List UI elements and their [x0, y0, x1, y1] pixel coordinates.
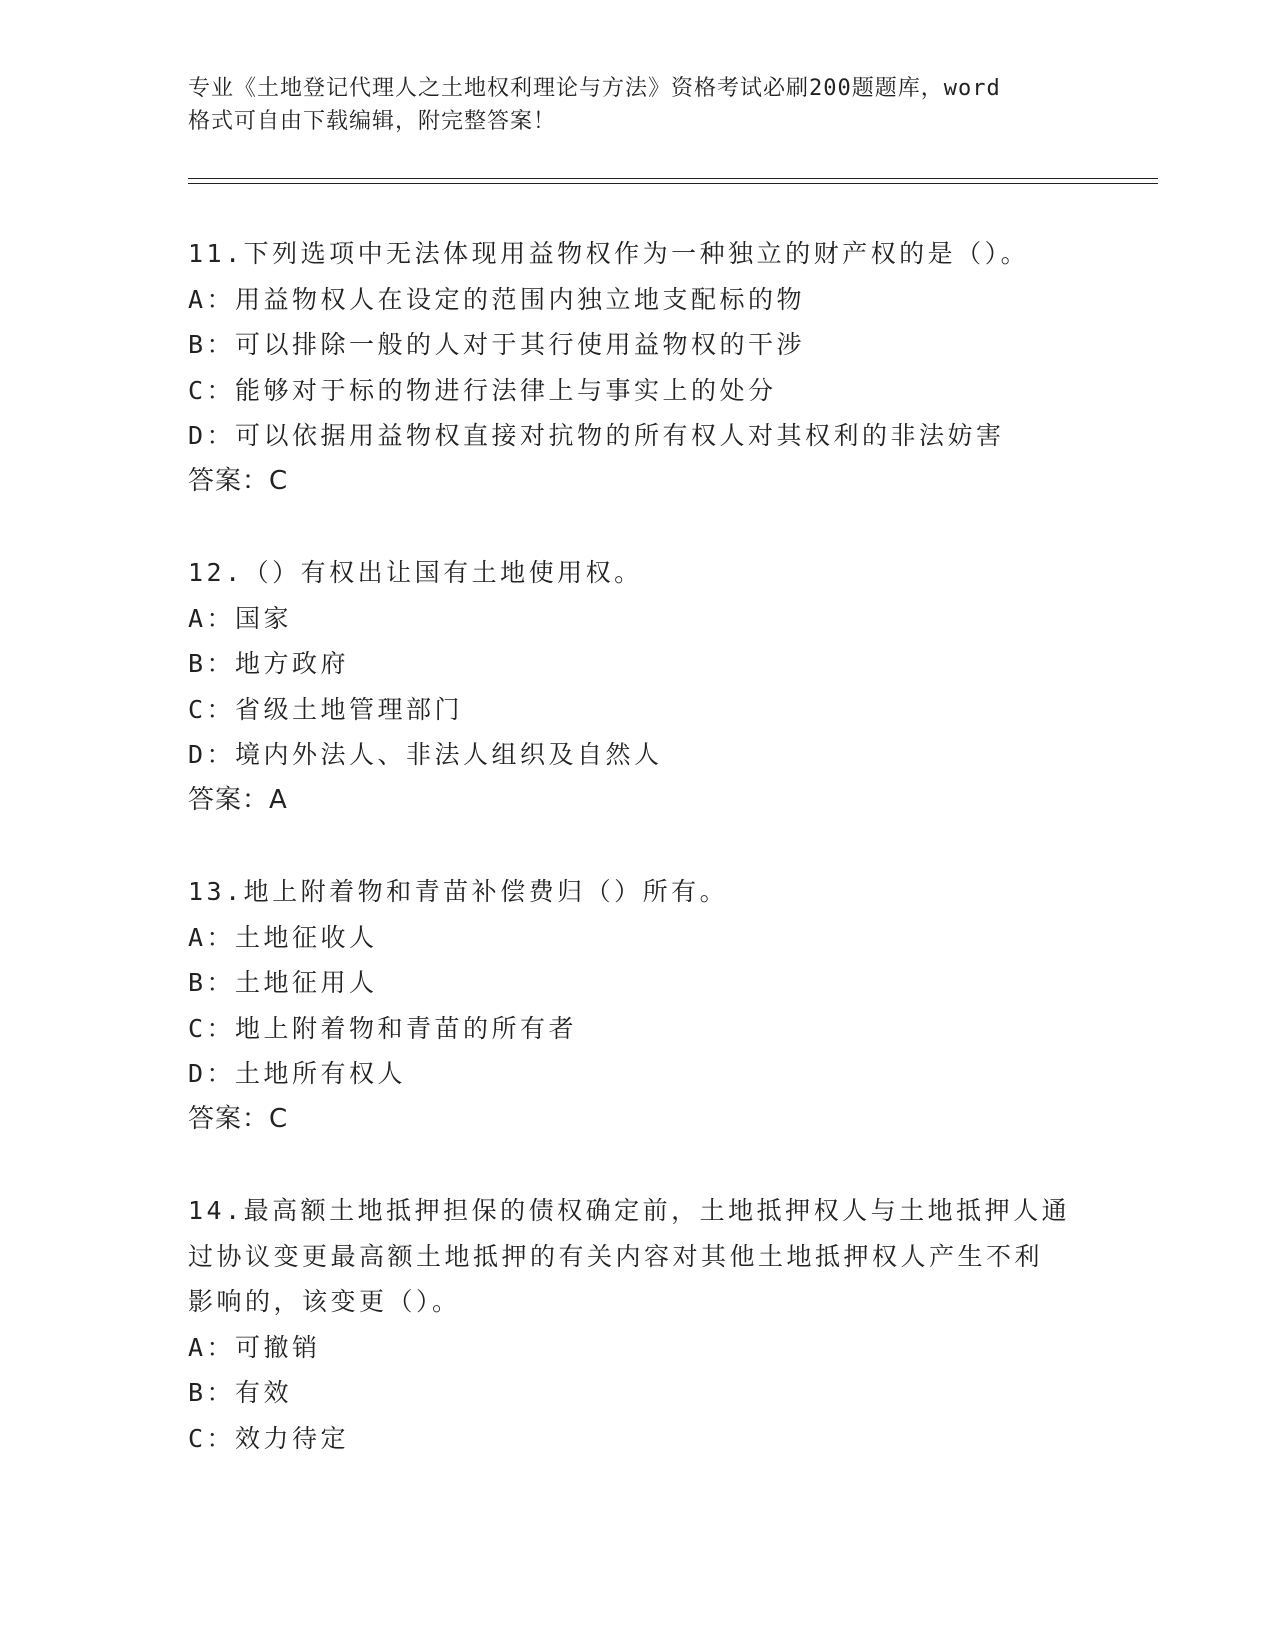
question-stem: 12.（）有权出让国有土地使用权。	[188, 558, 643, 587]
header-line-1: 专业《土地登记代理人之土地权利理论与方法》资格考试必刷200题题库，word	[188, 76, 1001, 101]
header-divider-top	[188, 178, 1158, 179]
option-b: B：可以排除一般的人对于其行使用益物权的干涉	[188, 330, 806, 359]
option-a: A：土地征收人	[188, 922, 378, 952]
option-b: B：土地征用人	[188, 968, 378, 997]
answer: 答案：C	[188, 1103, 289, 1134]
question-12	[188, 550, 1088, 823]
question-14	[188, 1188, 1088, 1461]
option-b: B：地方政府	[188, 649, 350, 678]
question-stem-line-3: 影响的，该变更（）。	[188, 1287, 461, 1316]
answer: 答案：C	[188, 465, 289, 496]
option-c: C：效力待定	[188, 1423, 350, 1453]
question-stem: 11.下列选项中无法体现用益物权作为一种独立的财产权的是（）。	[188, 239, 1030, 268]
option-d: D：境内外法人、非法人组织及自然人	[188, 740, 663, 769]
option-c: C：能够对于标的物进行法律上与事实上的处分	[188, 375, 777, 405]
question-11	[188, 231, 1088, 504]
header-divider-bottom	[188, 183, 1158, 184]
option-d: D：可以依据用益物权直接对抗物的所有权人对其权利的非法妨害	[188, 421, 1005, 450]
option-a: A：可撤销	[188, 1332, 321, 1362]
option-d: D：土地所有权人	[188, 1059, 407, 1088]
option-a: A：用益物权人在设定的范围内独立地支配标的物	[188, 284, 806, 314]
question-13	[188, 869, 1088, 1142]
question-stem-line-2: 过协议变更最高额土地抵押的有关内容对其他土地抵押权人产生不利	[188, 1241, 1044, 1271]
document-header	[188, 72, 1088, 138]
question-stem-line-1: 14.最高额土地抵押担保的债权确定前，土地抵押权人与土地抵押人通	[188, 1196, 1071, 1225]
option-b: B：有效	[188, 1378, 293, 1407]
header-line-2: 格式可自由下载编辑，附完整答案！	[188, 109, 557, 134]
question-stem: 13.地上附着物和青苗补偿费归（）所有。	[188, 877, 729, 906]
option-a: A：国家	[188, 603, 293, 633]
option-c: C：省级土地管理部门	[188, 694, 464, 724]
option-c: C：地上附着物和青苗的所有者	[188, 1013, 578, 1043]
answer: 答案：A	[188, 784, 288, 815]
